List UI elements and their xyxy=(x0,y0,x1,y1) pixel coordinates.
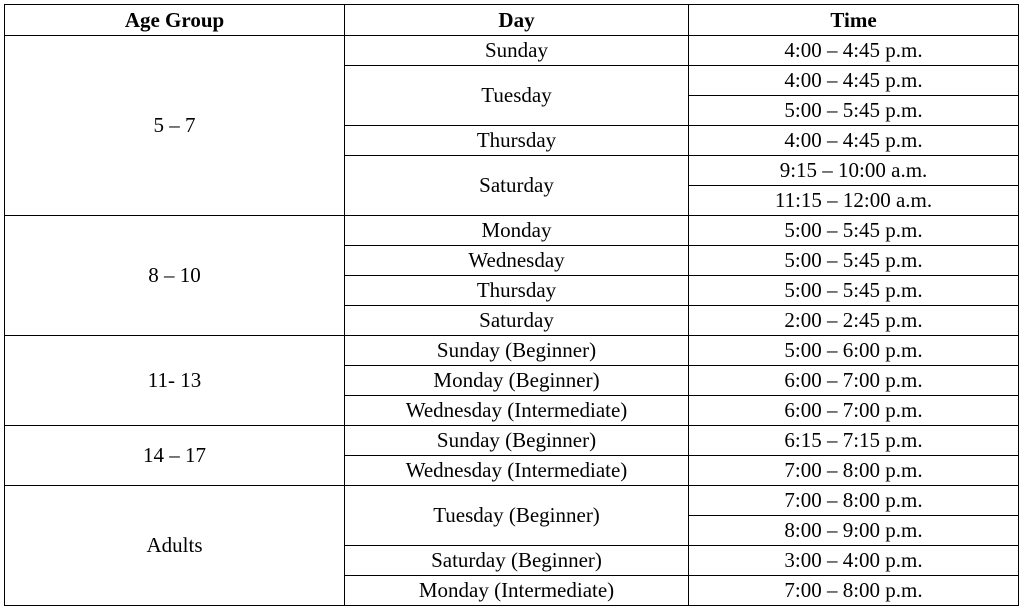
time-cell: 9:15 – 10:00 a.m. xyxy=(689,156,1019,186)
day-cell: Sunday (Beginner) xyxy=(345,336,689,366)
time-cell: 4:00 – 4:45 p.m. xyxy=(689,66,1019,96)
class-schedule-table xyxy=(4,4,1019,606)
time-cell: 7:00 – 8:00 p.m. xyxy=(689,456,1019,486)
age-group-cell: 5 – 7 xyxy=(5,36,345,216)
time-cell: 7:00 – 8:00 p.m. xyxy=(689,486,1019,516)
age-group-cell: 8 – 10 xyxy=(5,216,345,336)
header-age-group: Age Group xyxy=(5,5,345,36)
age-group-cell: Adults xyxy=(5,486,345,606)
day-cell: Sunday (Beginner) xyxy=(345,426,689,456)
day-cell: Monday (Intermediate) xyxy=(345,576,689,606)
time-cell: 5:00 – 5:45 p.m. xyxy=(689,96,1019,126)
day-cell: Wednesday (Intermediate) xyxy=(345,396,689,426)
time-cell: 5:00 – 6:00 p.m. xyxy=(689,336,1019,366)
table-row xyxy=(5,216,1019,246)
time-cell: 11:15 – 12:00 a.m. xyxy=(689,186,1019,216)
time-cell: 3:00 – 4:00 p.m. xyxy=(689,546,1019,576)
day-cell: Sunday xyxy=(345,36,689,66)
time-cell: 4:00 – 4:45 p.m. xyxy=(689,36,1019,66)
age-group-cell: 11- 13 xyxy=(5,336,345,426)
table-row xyxy=(5,36,1019,66)
day-cell: Wednesday xyxy=(345,246,689,276)
table-row xyxy=(5,426,1019,456)
time-cell: 6:15 – 7:15 p.m. xyxy=(689,426,1019,456)
day-cell: Saturday xyxy=(345,156,689,216)
day-cell: Saturday xyxy=(345,306,689,336)
time-cell: 7:00 – 8:00 p.m. xyxy=(689,576,1019,606)
table-row xyxy=(5,486,1019,516)
day-cell: Tuesday xyxy=(345,66,689,126)
day-cell: Thursday xyxy=(345,276,689,306)
header-day: Day xyxy=(345,5,689,36)
time-cell: 8:00 – 9:00 p.m. xyxy=(689,516,1019,546)
time-cell: 2:00 – 2:45 p.m. xyxy=(689,306,1019,336)
table-row xyxy=(5,336,1019,366)
time-cell: 5:00 – 5:45 p.m. xyxy=(689,216,1019,246)
table-body xyxy=(5,36,1019,606)
time-cell: 5:00 – 5:45 p.m. xyxy=(689,276,1019,306)
time-cell: 4:00 – 4:45 p.m. xyxy=(689,126,1019,156)
day-cell: Monday (Beginner) xyxy=(345,366,689,396)
table-header-row xyxy=(5,5,1019,36)
day-cell: Saturday (Beginner) xyxy=(345,546,689,576)
time-cell: 6:00 – 7:00 p.m. xyxy=(689,366,1019,396)
day-cell: Monday xyxy=(345,216,689,246)
time-cell: 6:00 – 7:00 p.m. xyxy=(689,396,1019,426)
day-cell: Tuesday (Beginner) xyxy=(345,486,689,546)
day-cell: Thursday xyxy=(345,126,689,156)
header-time: Time xyxy=(689,5,1019,36)
age-group-cell: 14 – 17 xyxy=(5,426,345,486)
time-cell: 5:00 – 5:45 p.m. xyxy=(689,246,1019,276)
day-cell: Wednesday (Intermediate) xyxy=(345,456,689,486)
